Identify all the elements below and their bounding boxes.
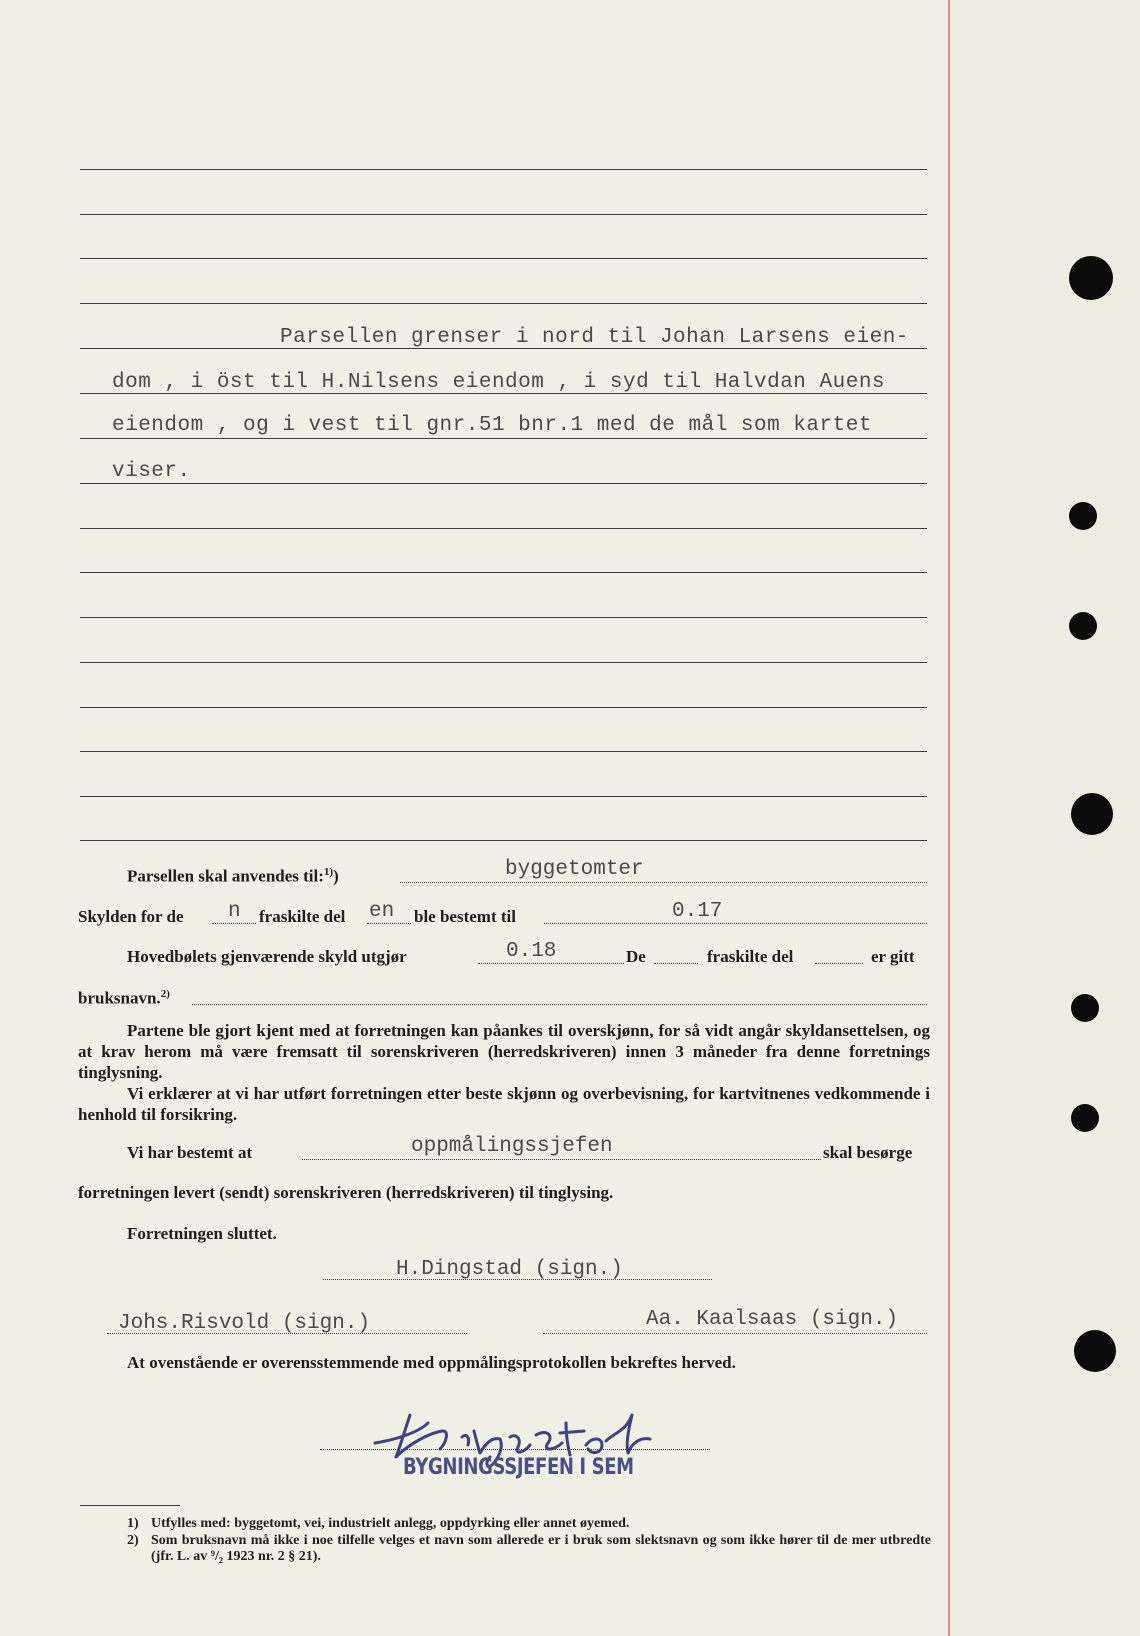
footnote-1-mark: 1)	[127, 1516, 139, 1531]
ruled-line	[80, 617, 927, 618]
hoved-d: er gitt	[871, 947, 915, 966]
use-value: byggetomter	[505, 858, 644, 881]
ruled-line	[80, 258, 927, 259]
ruled-line	[80, 707, 927, 708]
bestemt-a: Vi har bestemt at	[127, 1143, 253, 1162]
signature-3: Aa. Kaalsaas (sign.)	[646, 1308, 899, 1331]
bestemt-b: skal besørge	[823, 1143, 913, 1162]
punch-hole	[1071, 994, 1099, 1022]
punch-hole	[1069, 502, 1097, 530]
ruled-line	[80, 840, 927, 841]
signature-2: Johs.Risvold (sign.)	[118, 1312, 371, 1335]
skyld-en: en	[369, 900, 395, 923]
skyld-en-dots	[367, 923, 411, 924]
skyld-value-dots	[544, 923, 927, 924]
ruled-line	[80, 662, 927, 663]
bruks-label: bruksnavn.$^{2)}$	[78, 988, 170, 1008]
skyld-n: n	[228, 900, 241, 923]
bestemt-dots	[302, 1159, 821, 1160]
typed-line-4: viser.	[112, 460, 191, 483]
certification-line: At ovenstående er overensstemmende med oppmålingsprotokollen bekreftes herved.	[127, 1353, 736, 1372]
hoved-value: 0.18	[506, 940, 557, 963]
signature-dots	[320, 1449, 710, 1450]
use-dots	[400, 882, 927, 883]
punch-hole	[1071, 1104, 1099, 1132]
ruled-line	[80, 214, 927, 215]
ruled-line	[80, 483, 927, 484]
ruled-line	[80, 438, 927, 439]
typed-line-1: Parsellen grenser i nord til Johan Larsens eien-	[280, 326, 909, 349]
footnote-1: Utfylles med: byggetomt, vei, industrielt anlegg, oppdyrking eller annet øyemed.	[151, 1516, 630, 1531]
skyld-a: Skylden for de	[78, 907, 184, 926]
skyld-value: 0.17	[672, 900, 723, 923]
skyld-b: fraskilte del	[259, 907, 346, 926]
hoved-a: Hovedbølets gjenværende skyld utgjør	[127, 947, 407, 966]
ruled-line	[80, 528, 927, 529]
paragraph-declaration: Vi erklærer at vi har utført forretningen etter beste skjønn og overbevisning, for kartvitnenes vedkommende i henhold til forsikring.	[78, 1084, 930, 1124]
ruled-line	[80, 796, 927, 797]
levert-line: forretningen levert (sendt) sorenskriveren (herredskriveren) til tinglysing.	[78, 1183, 614, 1202]
typed-line-2: dom , i öst til H.Nilsens eiendom , i syd til Halvdan Auens	[112, 371, 886, 394]
hoved-de-dots	[654, 963, 698, 964]
margin-line	[948, 0, 950, 1636]
footnote-2: Som bruksnavn må ikke i noe tilfelle velges et navn som allerede er i bruk som slektsnavn og som ikke hører til de mer utbredte (jfr. L. av ⁹/₂ 1923 nr. 2 § 21).	[151, 1533, 931, 1564]
ruled-line	[80, 572, 927, 573]
bestemt-value: oppmålingssjefen	[411, 1135, 613, 1158]
footnote-2-mark: 2)	[127, 1533, 139, 1548]
ruled-line	[80, 303, 927, 304]
skyld-n-dots	[212, 923, 256, 924]
punch-hole	[1069, 612, 1097, 640]
ruled-line	[80, 751, 927, 752]
hoved-b: De	[626, 947, 646, 966]
hoved-del-dots	[815, 963, 863, 964]
hoved-c: fraskilte del	[707, 947, 794, 966]
punch-hole	[1069, 256, 1113, 300]
hoved-value-dots	[478, 963, 624, 964]
skyld-c: ble bestemt til	[414, 907, 516, 926]
use-label: Parsellen skal anvendes til:$^{1)}$)	[127, 866, 339, 886]
ruled-line	[80, 169, 927, 170]
punch-hole	[1071, 793, 1113, 835]
signature-1: H.Dingstad (sign.)	[396, 1258, 623, 1281]
typed-line-3: eiendom , og i vest til gnr.51 bnr.1 med de mål som kartet	[112, 414, 872, 437]
paragraph-appeal: Partene ble gjort kjent med at forretningen kan påankes til overskjønn, for så vidt angår skyldansettelsen, og at krav herom må være fremsatt til sorenskriveren (herredskriveren) innen 3 måneder fra denne forretnings tinglysning.	[78, 1021, 930, 1082]
bruks-dots	[192, 1004, 927, 1005]
sig3-dots	[543, 1333, 927, 1334]
stamp-text: BYGNINGSSJEFEN I SEM	[403, 1455, 634, 1480]
footnote-rule	[80, 1505, 180, 1506]
punch-hole	[1074, 1330, 1116, 1372]
sluttet-line: Forretningen sluttet.	[127, 1224, 277, 1243]
